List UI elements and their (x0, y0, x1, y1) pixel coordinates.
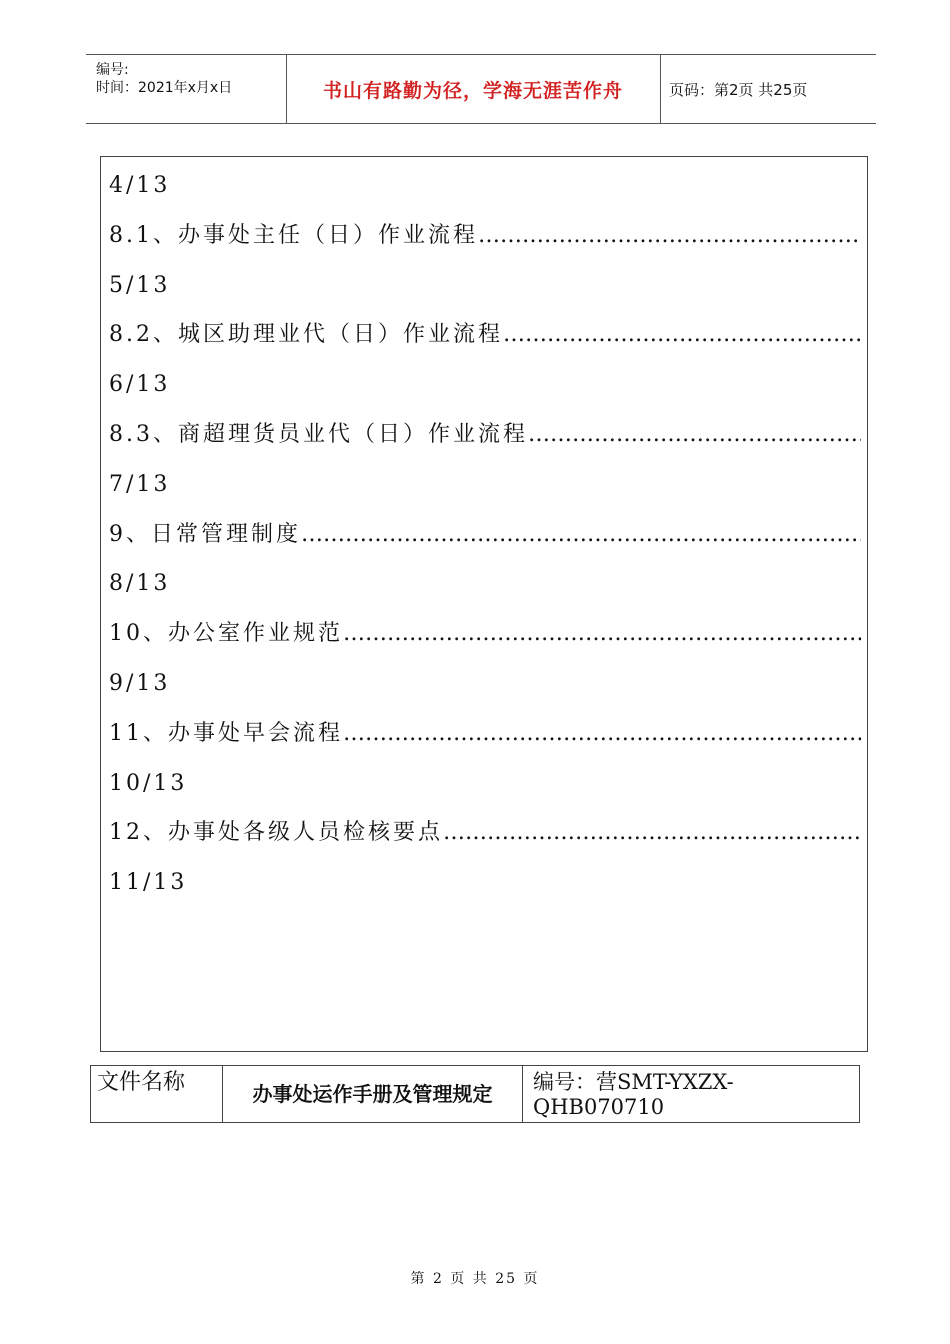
toc-text: 8.1、办事处主任（日）作业流程 (109, 222, 478, 248)
toc-text: 11/13 (109, 870, 188, 896)
toc-leader-dots (343, 617, 861, 651)
toc-box (100, 156, 868, 1052)
toc-entry (109, 816, 861, 850)
toc-entry (109, 518, 861, 552)
toc-page-ref (109, 269, 861, 303)
toc-text: 7/13 (109, 471, 171, 497)
toc-text: 8/13 (109, 571, 171, 597)
code-label: 编号: (96, 62, 129, 78)
toc-text: 6/13 (109, 372, 171, 398)
footer-table (90, 1065, 860, 1123)
page-info: 页码：第2页 共25页 (669, 80, 808, 99)
toc-entry (109, 318, 861, 352)
toc-text: 4/13 (109, 173, 171, 198)
toc-leader-dots (503, 318, 861, 352)
header-slogan-cell (286, 55, 661, 123)
toc-page-ref (109, 567, 861, 601)
header-meta-cell (86, 55, 287, 123)
toc-leader-dots (478, 219, 861, 253)
time-label: 时间：2021年x月x日 (96, 80, 233, 96)
toc-text: 8.3、商超理货员业代（日）作业流程 (109, 422, 528, 447)
toc-entry (109, 219, 861, 253)
toc-text: 9/13 (109, 671, 171, 696)
toc-entry (109, 418, 861, 452)
toc-page-ref (109, 169, 861, 203)
page-footer: 第 2 页 共 25 页 (410, 1271, 540, 1287)
toc-leader-dots (343, 717, 861, 751)
toc-page-ref (109, 468, 861, 502)
document-title: 办事处运作手册及管理规定 (223, 1066, 523, 1122)
toc-leader-dots (443, 816, 861, 850)
toc-leader-dots (301, 518, 861, 552)
toc-text: 10、办公室作业规范 (109, 621, 343, 647)
toc-page-ref (109, 866, 861, 900)
document-header (86, 54, 876, 124)
toc-text: 11、办事处早会流程 (109, 720, 343, 746)
toc-text: 9、日常管理制度 (109, 521, 301, 547)
toc-text: 12、办事处各级人员检核要点 (109, 820, 443, 846)
file-name-label: 文件名称 (91, 1066, 223, 1122)
toc-page-ref (109, 667, 861, 701)
toc-page-ref (109, 368, 861, 402)
toc-entry (109, 617, 861, 651)
toc-text: 5/13 (109, 272, 171, 298)
document-code: 编号：营SMT-YXZX-QHB070710 (533, 1070, 734, 1119)
slogan: 书山有路勤为径，学海无涯苦作舟 (322, 79, 623, 102)
toc-entry (109, 717, 861, 751)
toc-text: 8.2、城区助理业代（日）作业流程 (109, 322, 503, 348)
toc-page-ref (109, 767, 861, 801)
toc-text: 10/13 (109, 770, 188, 796)
toc-leader-dots (528, 418, 861, 452)
